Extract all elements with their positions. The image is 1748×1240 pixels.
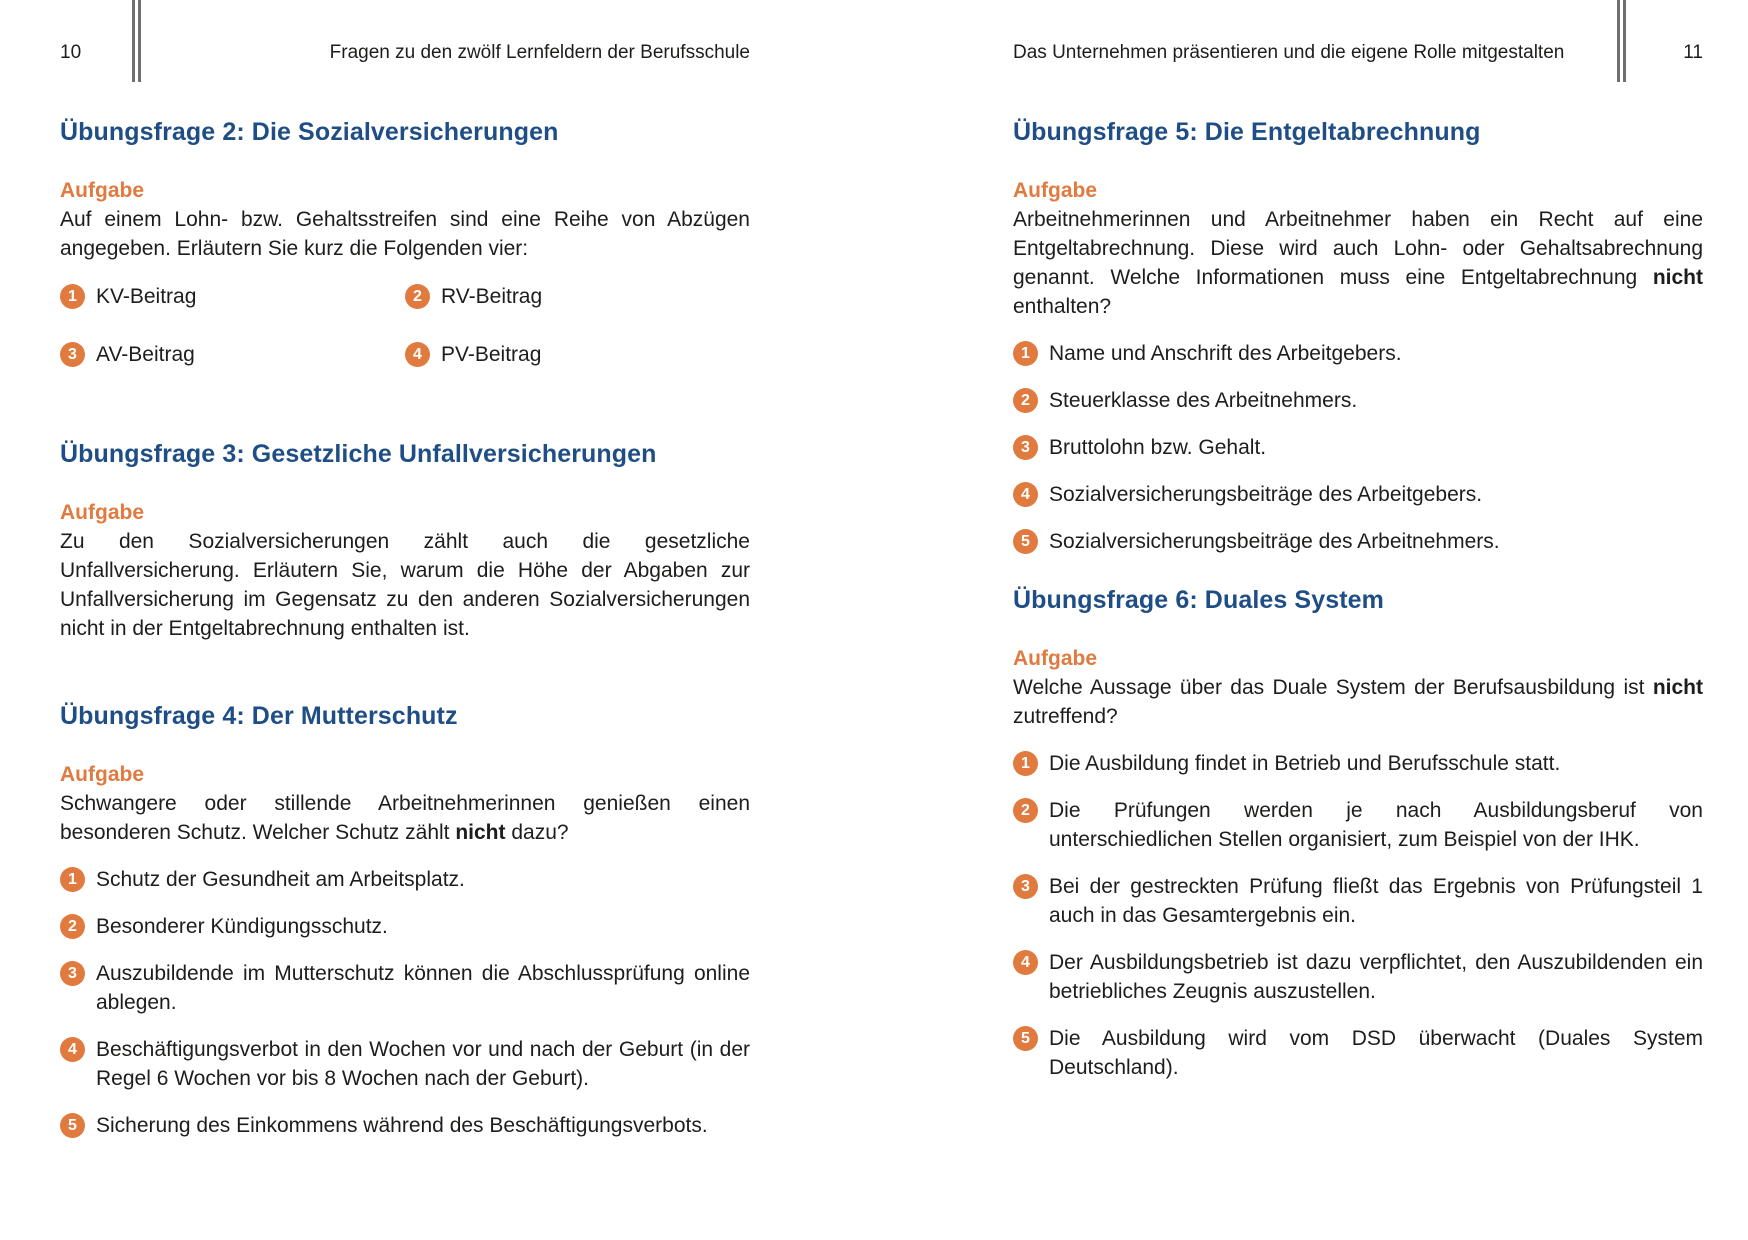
answer-text: Besonderer Kündigungsschutz.: [96, 915, 388, 938]
answer-item: [60, 912, 750, 941]
answer-text: AV-Beitrag: [96, 343, 195, 366]
question-title: Übungsfrage 3: Gesetzliche Unfallversicherungen: [60, 440, 657, 468]
task-label: Aufgabe: [60, 179, 144, 202]
answer-list: [1013, 339, 1703, 556]
answer-text: Sozialversicherungsbeiträge des Arbeitgebers.: [1049, 483, 1483, 506]
task-label: Aufgabe: [60, 501, 144, 524]
answer-text: Die Ausbildung findet in Betrieb und Berufsschule statt.: [1049, 752, 1561, 775]
number-badge: 3: [1013, 874, 1038, 899]
answer-item: [1013, 480, 1703, 509]
number-badge: 1: [60, 867, 85, 892]
number-badge: 5: [1013, 529, 1038, 554]
question-5: [1013, 117, 1703, 556]
answer-text: Beschäftigungsverbot in den Wochen vor und nach der Geburt (in der Regel 6 Wochen vor bis 8 Wochen nach der Geburt).: [96, 1038, 750, 1090]
answer-item: [1013, 749, 1703, 778]
question-title: Übungsfrage 5: Die Entgeltabrechnung: [1013, 118, 1481, 146]
task-text: Arbeitnehmerinnen und Arbeitnehmer haben ein Recht auf eine Entgeltabrechnung. Diese wird auch Lohn- oder Gehaltsabrechnung genannt. Welche Informationen muss eine Entgeltabrechnung nicht enthalten?: [1013, 208, 1703, 318]
number-badge: 5: [1013, 1026, 1038, 1051]
answer-item: [1013, 872, 1703, 930]
question-4: [60, 701, 750, 1140]
answer-text: Die Ausbildung wird vom DSD überwacht (Duales System Deutschland).: [1049, 1027, 1703, 1079]
answer-text: Name und Anschrift des Arbeitgebers.: [1049, 342, 1402, 365]
answer-text: Schutz der Gesundheit am Arbeitsplatz.: [96, 868, 465, 891]
number-badge: 1: [1013, 751, 1038, 776]
answer-item: [1013, 386, 1703, 415]
task-text: Auf einem Lohn- bzw. Gehaltsstreifen sind eine Reihe von Abzügen angegeben. Erläutern Sie kurz die Folgenden vier:: [60, 208, 750, 260]
answer-item: [1013, 527, 1703, 556]
header-rule: [1617, 0, 1620, 82]
answer-item: [1013, 339, 1703, 368]
task-label: Aufgabe: [60, 763, 144, 786]
answer-item: [1013, 948, 1703, 1006]
answer-item: [60, 865, 750, 894]
question-3: [60, 439, 750, 643]
number-badge: 2: [405, 284, 430, 309]
answer-item: [60, 1111, 750, 1140]
answer-grid: [60, 282, 750, 392]
answer-text: PV-Beitrag: [441, 343, 542, 366]
answer-item: [1013, 433, 1703, 462]
task-label: Aufgabe: [1013, 179, 1097, 202]
answer-item: [60, 959, 750, 1017]
answer-text: Steuerklasse des Arbeitnehmers.: [1049, 389, 1358, 412]
number-badge: 5: [60, 1113, 85, 1138]
answer-item: [1013, 796, 1703, 854]
number-badge: 2: [1013, 798, 1038, 823]
question-6: [1013, 585, 1703, 1082]
number-badge: 4: [1013, 950, 1038, 975]
question-title: Übungsfrage 6: Duales System: [1013, 586, 1384, 614]
answer-item: [405, 282, 542, 311]
header-rule: [138, 0, 141, 82]
number-badge: 3: [60, 961, 85, 986]
number-badge: 4: [60, 1037, 85, 1062]
number-badge: 2: [1013, 388, 1038, 413]
answer-text: Bei der gestreckten Prüfung fließt das Ergebnis von Prüfungsteil 1 auch in das Gesamtergebnis ein.: [1049, 875, 1703, 927]
answer-item: [60, 340, 195, 369]
number-badge: 1: [60, 284, 85, 309]
running-header: Fragen zu den zwölf Lernfeldern der Berufsschule: [329, 42, 750, 63]
number-badge: 4: [1013, 482, 1038, 507]
number-badge: 4: [405, 342, 430, 367]
task-text: Welche Aussage über das Duale System der Berufsausbildung ist nicht zutreffend?: [1013, 676, 1703, 728]
answer-text: Sozialversicherungsbeiträge des Arbeitnehmers.: [1049, 530, 1500, 553]
answer-item: [1013, 1024, 1703, 1082]
task-label: Aufgabe: [1013, 647, 1097, 670]
task-text: Schwangere oder stillende Arbeitnehmerinnen genießen einen besonderen Schutz. Welcher Schutz zählt nicht dazu?: [60, 792, 750, 844]
answer-item: [60, 1035, 750, 1093]
page-number: 11: [1683, 42, 1703, 63]
number-badge: 3: [60, 342, 85, 367]
page-number: 10: [60, 42, 82, 63]
answer-text: Bruttolohn bzw. Gehalt.: [1049, 436, 1267, 459]
number-badge: 2: [60, 914, 85, 939]
number-badge: 3: [1013, 435, 1038, 460]
question-title: Übungsfrage 4: Der Mutterschutz: [60, 702, 458, 730]
running-header: Das Unternehmen präsentieren und die eigene Rolle mitgestalten: [1013, 42, 1565, 63]
number-badge: 1: [1013, 341, 1038, 366]
left-page: [60, 0, 750, 1240]
answer-text: Auszubildende im Mutterschutz können die Abschlussprüfung online ablegen.: [96, 962, 750, 1014]
answer-text: Die Prüfungen werden je nach Ausbildungsberuf von unterschiedlichen Stellen organisiert, zum Beispiel von der IHK.: [1049, 799, 1703, 851]
right-page: [1013, 0, 1703, 1240]
answer-list: [60, 865, 750, 1140]
answer-item: [60, 282, 196, 311]
answer-text: RV-Beitrag: [441, 285, 543, 308]
answer-text: Der Ausbildungsbetrieb ist dazu verpflichtet, den Auszubildenden ein betriebliches Zeugnis auszustellen.: [1049, 951, 1703, 1003]
answer-text: KV-Beitrag: [96, 285, 197, 308]
header-rule: [132, 0, 135, 82]
question-title: Übungsfrage 2: Die Sozialversicherungen: [60, 118, 559, 146]
task-text: Zu den Sozialversicherungen zählt auch die gesetzliche Unfallversicherung. Erläutern Sie, warum die Höhe der Abgaben zur Unfallversicherung im Gegensatz zu den anderen Sozialversicherungen nicht in der Entgeltabrechnung enthalten ist.: [60, 530, 750, 640]
answer-text: Sicherung des Einkommens während des Beschäftigungsverbots.: [96, 1114, 708, 1137]
answer-list: [1013, 749, 1703, 1082]
answer-item: [405, 340, 541, 369]
question-2: [60, 117, 750, 392]
header-rule: [1623, 0, 1626, 82]
